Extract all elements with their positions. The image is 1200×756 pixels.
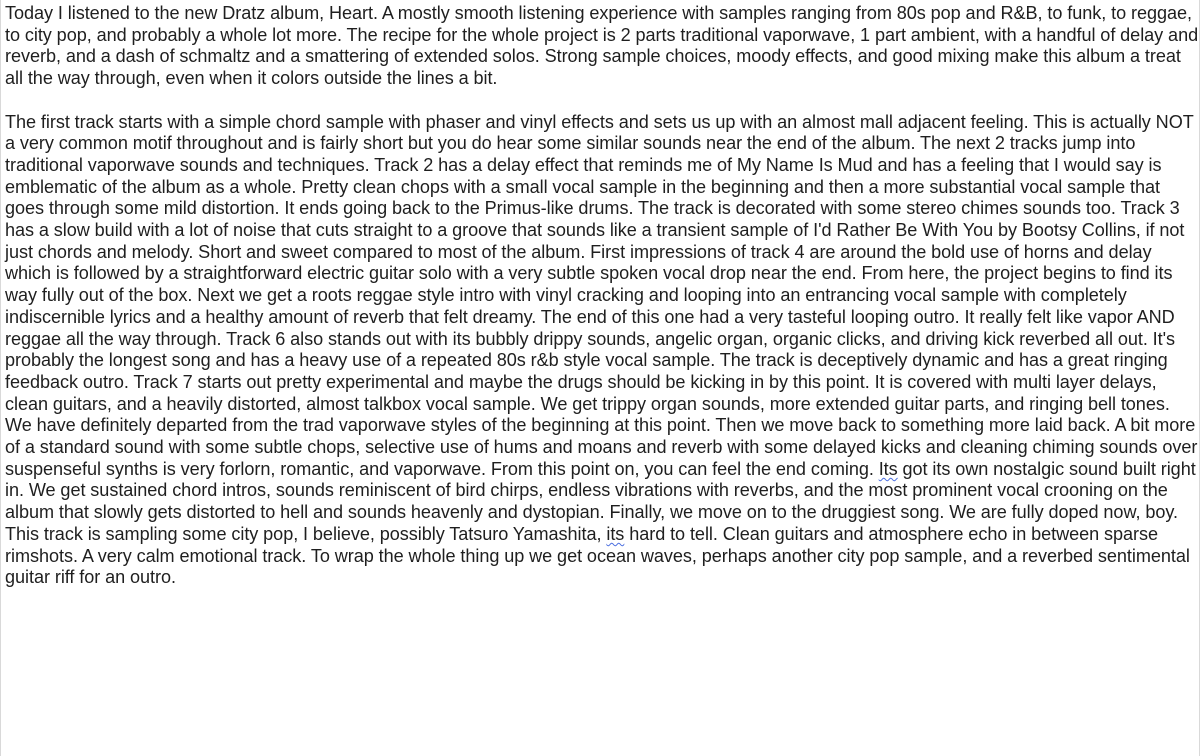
track-review-text-part-2: got its own nostalgic sound built right in. We get sustained chord intros, sounds reminiscent of bird chirps, endless vibrations with reverbs, and the most prominent vocal crooning on the album that slowly gets distorted to hell and sounds heavenly and dystopian. Finally, we move on to the druggiest song. We are fully doped now, boy. This track is sampling some city pop, I believe, possibly Tatsuro Yamashita, xyxy=(5,458,1196,544)
track-review-text-part-1: The first track starts with a simple chord sample with phaser and vinyl effects and sets us up with an almost mall adjacent feeling. This is actually NOT a very common motif throughout and is fairly short but you do hear some similar sounds near the end of the album. The next 2 tracks jump into traditional vaporwave sounds and techniques. Track 2 has a delay effect that reminds me of My Name Is Mud and has a feeling that I would say is emblematic of the album as a whole. Pretty clean chops with a small vocal sample in the beginning and then a more substantial vocal sample that goes through some mild distortion. It ends going back to the Primus-like drums. The track is decorated with some stereo chimes sounds too. Track 3 has a slow build with a lot of noise that cuts straight to a groove that sounds like a transient sample of I'd Rather Be With You by Bootsy Collins, if not just chords and melody. Short and sweet compared to most of the album. First impressions of track 4 are around the bold use of horns and delay which is followed by a straightforward electric guitar solo with a very subtle spoken vocal drop near the end. From here, the project begins to find its way fully out of the box. Next we get a roots reggae style intro with vinyl cracking and looping into an entrancing vocal sample with completely indiscernible lyrics and a healthy amount of reverb that felt dreamy. The end of this one had a very tasteful looping outro. It really felt like vapor AND reggae all the way through. Track 6 also stands out with its bubbly drippy sounds, angelic organ, organic clicks, and driving kick reverbed all out. It's probably the longest song and has a heavy use of a repeated 80s r&b style vocal sample. The track is deceptively dynamic and has a great ringing feedback outro. Track 7 starts out pretty experimental and maybe the drugs should be kicking in by this point. It is covered with multi layer delays, clean guitars, and a heavily distorted, almost talkbox vocal sample. We get trippy organ sounds, more extended guitar parts, and ringing bell tones. We have definitely departed from the trad vaporwave styles of the beginning at this point. Then we move back to something more laid back. A bit more of a standard sound with some subtle chops, selective use of hums and moans and reverb with some delayed kicks and cleaning chiming sounds over suspenseful synths is very forlorn, romantic, and vaporwave. From this point on, you can feel the end coming. xyxy=(5,111,1198,479)
paragraph-intro[interactable]: Today I listened to the new Dratz album, Heart. A mostly smooth listening experience with samples ranging from 80s pop and R&B, to funk, to reggae, to city pop, and probably a whole lot more. The recipe for the whole project is 2 parts traditional vaporwave, 1 part ambient, with a handful of delay and reverb, and a dash of schmaltz and a smattering of extended solos. Strong sample choices, moody effects, and good mixing make this album a treat all the way through, even when it colors outside the lines a bit. xyxy=(5,3,1199,89)
document-body[interactable] xyxy=(5,3,1199,589)
paragraph-track-review[interactable] xyxy=(5,112,1199,589)
spellcheck-flagged-word[interactable]: its xyxy=(606,523,625,544)
track-review-text-part-3: hard to tell. Clean guitars and atmosphere echo in between sparse rimshots. A very calm emotional track. To wrap the whole thing up we get ocean waves, perhaps another city pop sample, and a reverbed sentimental guitar riff for an outro. xyxy=(5,523,1190,588)
paragraph-spacer xyxy=(5,90,1199,112)
spellcheck-flagged-word[interactable]: Its xyxy=(878,458,898,479)
